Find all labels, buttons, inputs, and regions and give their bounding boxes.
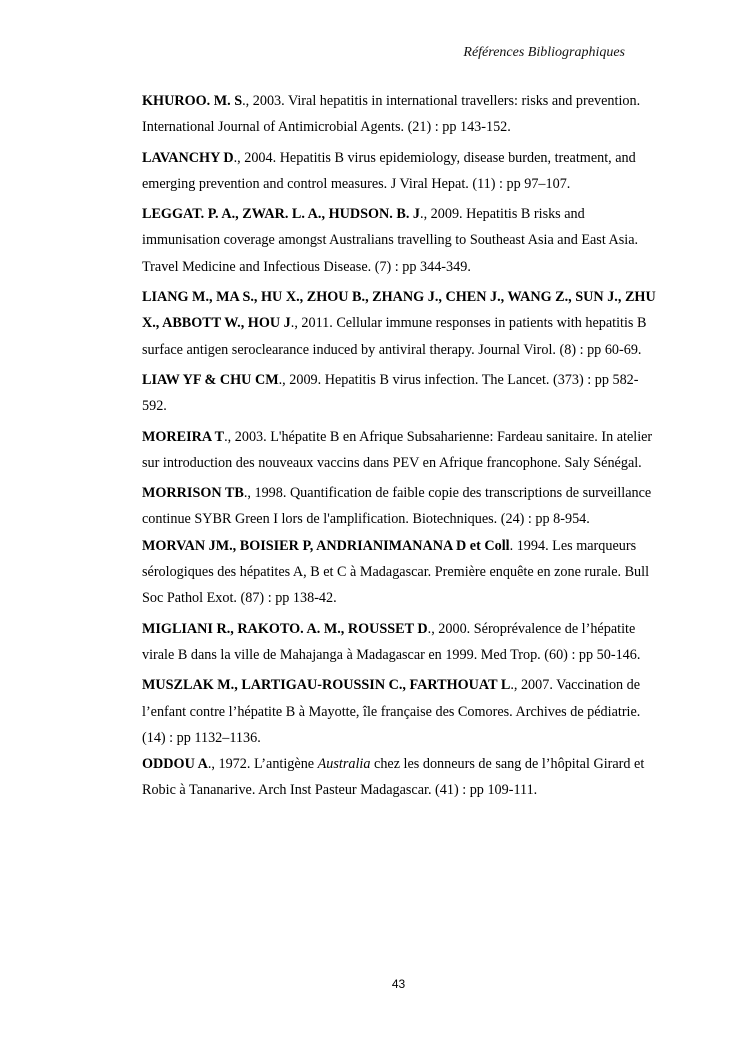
reference-authors: MORVAN JM., BOISIER P, ANDRIANIMANANA D et Coll — [142, 537, 510, 554]
reference-authors: KHUROO. M. S — [142, 93, 243, 109]
reference-authors: ODDOU A — [142, 756, 208, 773]
reference-entry-migliani — [142, 616, 657, 669]
reference-details: ., 2009. Hepatitis B virus infection. The Lancet. (373) : pp 582-592. — [142, 371, 639, 415]
reference-entry-liaw — [142, 367, 657, 420]
reference-details: ., 2011. Cellular immune responses in patients with hepatitis B surface antigen seroclearance induced by antiviral therapy. Journal Virol. (8) : pp 60-69. — [142, 315, 647, 358]
reference-entry-khuroo — [142, 88, 657, 141]
reference-entry-leggat — [142, 201, 657, 280]
reference-entry-morrison — [142, 480, 657, 533]
reference-details: . 1994. Les marqueurs sérologiques des hépatites A, B et C à Madagascar. Première enquête en zone rurale. Bull Soc Pathol Exot. (87) : pp 138-42. — [142, 537, 650, 607]
reference-entry-moreira — [142, 424, 657, 477]
reference-entry-muszlak — [142, 672, 657, 751]
reference-authors: LIANG M., MA S., HU X., ZHOU B., ZHANG J., CHEN J., WANG Z., SUN J., ZHU X., ABBOTT W., HOU J — [142, 289, 656, 332]
page-number: 43 — [391, 977, 406, 991]
reference-entry-lavanchy — [142, 145, 657, 198]
reference-details: ., 2007. Vaccination de l’enfant contre l’hépatite B à Mayotte, île française des Comores. Archives de pédiatrie. (14) : pp 1132–1136. — [142, 677, 641, 746]
reference-details: ., 2003. L'hépatite B en Afrique Subsaharienne: Fardeau sanitaire. In atelier sur introduction des nouveaux vaccins dans PEV en Afrique francophone. Saly Sénégal. — [142, 428, 653, 471]
reference-italic-term: Australia — [317, 756, 371, 773]
reference-authors: MIGLIANI R., RAKOTO. A. M., ROUSSET D — [142, 620, 428, 637]
reference-authors: MORRISON TB — [142, 485, 244, 502]
reference-details: ., 2003. Viral hepatitis in international travellers: risks and prevention. International Journal of Antimicrobial Agents. (21) : pp 143-152. — [142, 93, 641, 136]
reference-authors: MOREIRA T — [142, 428, 225, 445]
reference-details: ., 2004. Hepatitis B virus epidemiology, disease burden, treatment, and emerging prevention and control measures. J Viral Hepat. (11) : pp 97–107. — [142, 149, 636, 192]
reference-details: ., 1998. Quantification de faible copie des transcriptions de surveillance continue SYBR Green I lors de l'amplification. Biotechniques. (24) : pp 8-954. — [142, 485, 652, 528]
running-header: Références Bibliographiques — [463, 45, 625, 60]
reference-entry-oddou — [142, 751, 657, 804]
reference-authors: MUSZLAK M., LARTIGAU-ROUSSIN C., FARTHOUAT L — [142, 677, 511, 694]
reference-authors: LAVANCHY D — [142, 149, 234, 166]
reference-details: ., 2009. Hepatitis B risks and immunisation coverage amongst Australians travelling to Southeast Asia and East Asia. Travel Medicine and Infectious Disease. (7) : pp 344-349. — [142, 206, 639, 275]
reference-details: ., 1972. L’antigène — [207, 756, 318, 773]
reference-entry-liang — [142, 284, 657, 363]
reference-authors: LEGGAT. P. A., ZWAR. L. A., HUDSON. B. J — [142, 206, 421, 223]
reference-details: ., 2000. Séroprévalence de l’hépatite virale B dans la ville de Mahajanga à Madagascar en 1999. Med Trop. (60) : pp 50-146. — [142, 620, 641, 663]
reference-entry-morvan — [142, 533, 657, 612]
reference-details: chez les donneurs de sang de l’hôpital Girard et Robic à Tananarive. Arch Inst Pasteur Madagascar. (41) : pp 109-111. — [142, 756, 645, 799]
reference-list — [142, 88, 657, 808]
reference-authors: LIAW YF & CHU CM — [142, 371, 279, 388]
